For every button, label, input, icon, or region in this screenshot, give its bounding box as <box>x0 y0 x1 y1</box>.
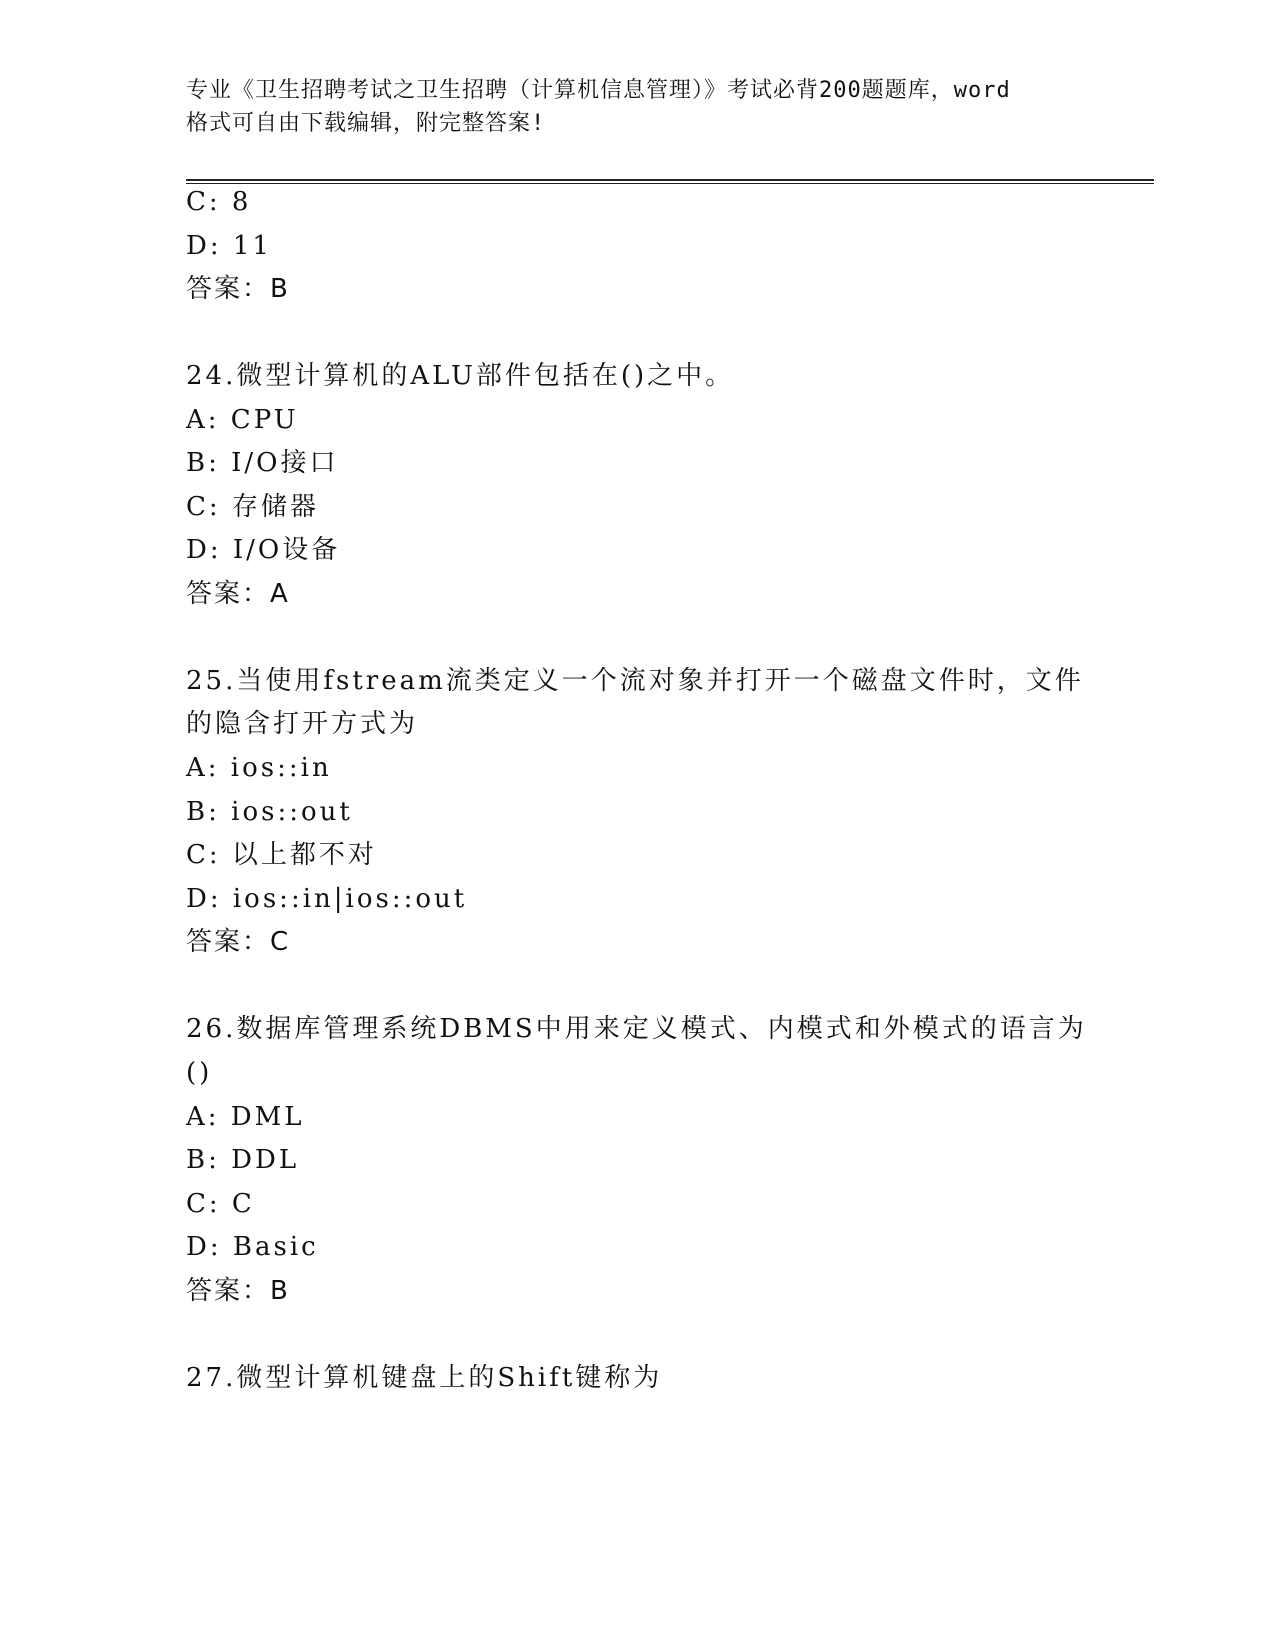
question-25-option-a: A: ios::in <box>186 753 332 783</box>
question-24-option-b: B: I/O接口 <box>186 448 339 478</box>
header-divider <box>186 179 1154 184</box>
document-page <box>186 0 1166 1650</box>
option-c: C: 8 <box>186 187 252 217</box>
question-25-answer: 答案：C <box>186 927 291 957</box>
question-25-option-b: B: ios::out <box>186 797 353 827</box>
question-26-option-b: B: DDL <box>186 1145 300 1175</box>
question-27-stem: 27.微型计算机键盘上的Shift键称为 <box>186 1363 663 1393</box>
question-25-stem-line-2: 的隐含打开方式为 <box>186 709 419 739</box>
question-25-stem-line-1: 25.当使用fstream流类定义一个流对象并打开一个磁盘文件时，文件 <box>186 666 1084 696</box>
page-header <box>186 74 1086 140</box>
question-25-option-d: D: ios::in|ios::out <box>186 884 468 914</box>
question-24-option-d: D: I/O设备 <box>186 535 341 565</box>
header-title-line-1: 专业《卫生招聘考试之卫生招聘（计算机信息管理）》考试必背200题题库，word <box>186 78 1011 103</box>
option-d: D: 11 <box>186 231 272 261</box>
question-26-option-a: A: DML <box>186 1102 305 1132</box>
header-title-line-2: 格式可自由下载编辑，附完整答案! <box>186 111 546 136</box>
question-26-option-c: C: C <box>186 1189 255 1219</box>
question-24-answer: 答案：A <box>186 579 290 609</box>
answer: 答案：B <box>186 274 290 304</box>
question-26-stem-line-2: () <box>186 1058 213 1088</box>
question-24-option-a: A: CPU <box>186 405 299 435</box>
question-24-option-c: C: 存储器 <box>186 492 319 522</box>
question-24-stem: 24.微型计算机的ALU部件包括在()之中。 <box>186 361 735 391</box>
question-25-option-c: C: 以上都不对 <box>186 840 377 870</box>
question-26-answer: 答案：B <box>186 1276 290 1306</box>
question-26-stem-line-1: 26.数据库管理系统DBMS中用来定义模式、内模式和外模式的语言为 <box>186 1014 1087 1044</box>
question-26-option-d: D: Basic <box>186 1232 319 1262</box>
